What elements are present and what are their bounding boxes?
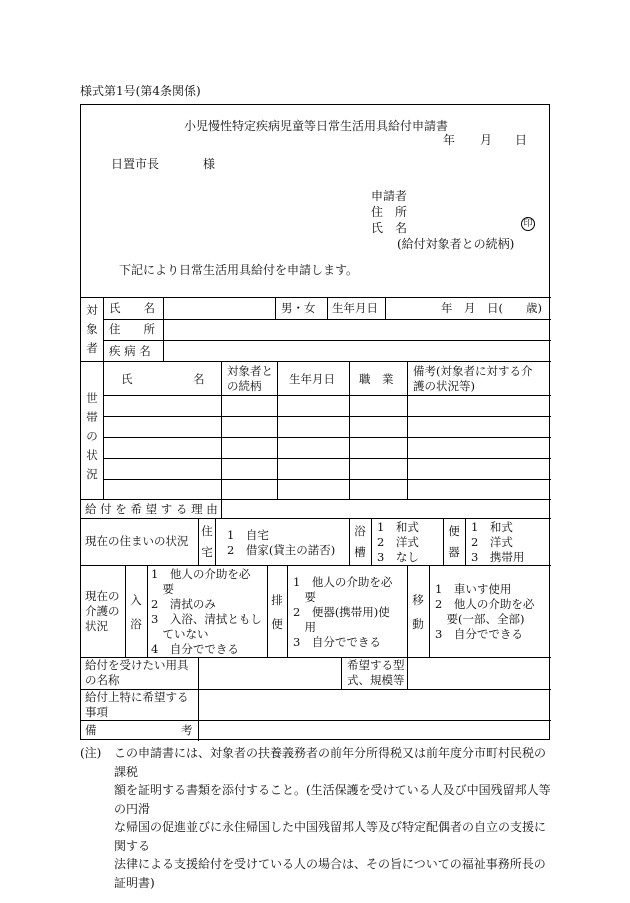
rule <box>103 297 104 361</box>
rule <box>198 518 199 565</box>
care-excretion-option: 2 便器(携帯用)使 <box>293 605 390 619</box>
housing-bath-label-char: 槽 <box>354 545 366 559</box>
housing-home-label-char: 宅 <box>201 545 213 559</box>
care-label: 現在の <box>85 589 120 603</box>
subject-disease-label: 疾 病 名 <box>109 344 151 358</box>
rule <box>349 518 350 565</box>
housing-toilet-option: 1 和式 <box>471 520 513 534</box>
care-bath-option: ていない <box>151 627 209 641</box>
care-excretion-option: 3 自分でできる <box>293 635 381 649</box>
subject-name-label: 氏 名 <box>109 301 155 315</box>
subject-birth-label: 生年月日 <box>332 301 378 315</box>
footnote-line: この申請書には、対象者の扶養義務者の前年分所得税又は前年度分市町村民税の課税 <box>114 746 547 779</box>
rule <box>81 499 551 500</box>
rule <box>81 565 551 566</box>
addressee: 日置市長 <box>111 157 160 171</box>
rule <box>443 518 444 565</box>
rule <box>267 565 268 657</box>
household-birth-header: 生年月日 <box>289 372 335 386</box>
seal-mark: 印 <box>521 217 535 231</box>
care-move-option: 2 他人の介助を必 <box>435 597 535 611</box>
care-move-label-char: 動 <box>412 617 424 631</box>
care-move-option: 3 自分でできる <box>435 627 523 641</box>
household-section-char: の <box>86 429 98 443</box>
rule <box>349 361 350 499</box>
household-remarks-header: 備考(対象者に対する介 <box>413 364 533 378</box>
rule <box>81 720 551 721</box>
care-excretion-label-char: 便 <box>271 617 283 631</box>
wishes-label: 給付上特に希望する <box>85 690 189 704</box>
household-section-char: 況 <box>86 467 98 481</box>
applicant-name-label: 氏 名 <box>371 221 408 235</box>
rule <box>81 297 551 298</box>
housing-home-option: 1 自宅 <box>227 528 269 542</box>
subject-sex: 男・女 <box>281 301 316 315</box>
care-move-option: 要(一部、全部) <box>435 612 525 626</box>
date-day-label: 日 <box>515 133 528 147</box>
intro-statement: 下記により日常生活用具給付を申請します。 <box>119 263 359 277</box>
equipment-model-label: 式、規模等 <box>347 673 405 687</box>
rule <box>407 361 408 499</box>
applicant-relation-label: (給付対象者との続柄) <box>397 237 515 251</box>
housing-bath-option: 1 和式 <box>377 520 419 534</box>
form-number-label: 様式第1号(第4条関係) <box>80 84 201 98</box>
footnote-head: (注) <box>80 746 102 760</box>
rule <box>103 479 551 480</box>
application-form <box>80 104 550 740</box>
reason-label: 給 付 を 希 望 す る 理 由 <box>85 502 218 516</box>
household-section-char: 帯 <box>86 410 98 424</box>
household-job-header: 職 業 <box>359 372 394 386</box>
rule <box>103 361 104 499</box>
housing-toilet-label-char: 便 <box>448 524 460 538</box>
care-excretion-option: 要 <box>293 590 316 604</box>
rule <box>163 297 164 361</box>
rule <box>371 518 372 565</box>
addressee-honorific: 様 <box>203 157 216 171</box>
footnote-line: な帰国の促進並びに永住帰国した中国残留邦人等及び特定配偶者の自立の支援に関する <box>114 820 547 853</box>
household-relation-header: の続柄 <box>227 379 262 393</box>
housing-home-label-char: 住 <box>201 524 213 538</box>
rule <box>407 657 408 689</box>
housing-bath-option: 3 なし <box>377 550 419 564</box>
rule <box>198 657 199 741</box>
care-bath-label-char: 入 <box>130 593 142 607</box>
wishes-label: 事項 <box>85 705 108 719</box>
care-excretion-option: 1 他人の介助を必 <box>293 575 393 589</box>
rule <box>277 361 278 499</box>
applicant-address-label: 住 所 <box>371 205 408 219</box>
remarks-label-b: 考 <box>181 723 193 737</box>
care-label: 状況 <box>85 619 108 633</box>
care-move-label-char: 移 <box>412 593 424 607</box>
care-bath-option: 1 他人の介助を必 <box>151 567 251 581</box>
rule <box>81 518 551 519</box>
household-section-char: 世 <box>86 391 98 405</box>
care-excretion-label-char: 排 <box>271 593 283 607</box>
household-remarks-header: 護の状況等) <box>413 379 475 393</box>
care-bath-option: 2 清拭のみ <box>151 597 216 611</box>
housing-toilet-option: 2 洋式 <box>471 535 513 549</box>
rule <box>103 416 551 417</box>
footnote-line: 額を証明する書類を添付すること。(生活保護を受けている人及び中国残留邦人等の円滑 <box>114 783 551 816</box>
care-bath-option: 要 <box>151 582 174 596</box>
rule <box>125 565 126 657</box>
equipment-name-label: 給付を受けたい用具 <box>85 658 189 672</box>
care-bath-option: 3 入浴、清拭ともし <box>151 612 262 626</box>
subject-address-label: 住 所 <box>109 322 155 336</box>
care-bath-label-char: 浴 <box>130 617 142 631</box>
date-month-label: 月 <box>480 133 493 147</box>
care-move-option: 1 車いす使用 <box>435 582 512 596</box>
rule <box>465 518 466 565</box>
subject-section-char: 対 <box>86 303 98 317</box>
housing-label: 現在の住まいの状況 <box>85 534 189 548</box>
date-year-label: 年 <box>443 133 456 147</box>
applicant-label: 申請者 <box>371 189 408 203</box>
rule <box>221 499 222 518</box>
rule <box>385 297 386 319</box>
household-relation-header: 対象者と <box>227 364 273 378</box>
rule <box>103 319 551 320</box>
rule <box>327 297 328 319</box>
rule <box>103 437 551 438</box>
care-excretion-option: 用 <box>293 620 316 634</box>
household-name-header-b: 名 <box>193 372 205 386</box>
rule <box>215 518 216 565</box>
housing-toilet-label-char: 器 <box>448 545 460 559</box>
subject-section-char: 象 <box>86 322 98 336</box>
housing-bath-option: 2 洋式 <box>377 535 419 549</box>
rule <box>407 565 408 657</box>
rule <box>341 657 342 689</box>
subject-section-char: 者 <box>86 341 98 355</box>
care-label: 介護の <box>85 604 120 618</box>
footnote-line: 法律による支援給付を受けている人の場合は、その旨についての福祉事務所長の証明書) <box>114 857 546 890</box>
remarks-label-a: 備 <box>85 723 97 737</box>
housing-bath-label-char: 浴 <box>354 524 366 538</box>
care-bath-option: 4 自分でできる <box>151 642 239 656</box>
footnote-body <box>114 744 554 892</box>
subject-birth-value: 年 月 日( 歳) <box>441 301 542 315</box>
rule <box>103 340 551 341</box>
rule <box>287 565 288 657</box>
housing-toilet-option: 3 携帯用 <box>471 550 525 564</box>
household-name-header-a: 氏 <box>121 372 133 386</box>
equipment-name-label: の名称 <box>85 673 120 687</box>
rule <box>103 458 551 459</box>
rule <box>275 297 276 319</box>
housing-home-option: 2 借家(貸主の諾否) <box>227 543 336 557</box>
rule <box>147 565 148 657</box>
rule <box>221 361 222 499</box>
rule <box>81 361 551 362</box>
form-title: 小児慢性特定疾病児童等日常生活用具給付申請書 <box>183 119 448 133</box>
equipment-model-label: 希望する型 <box>347 658 405 672</box>
household-section-char: 状 <box>86 448 98 462</box>
rule <box>429 565 430 657</box>
rule <box>103 395 551 396</box>
